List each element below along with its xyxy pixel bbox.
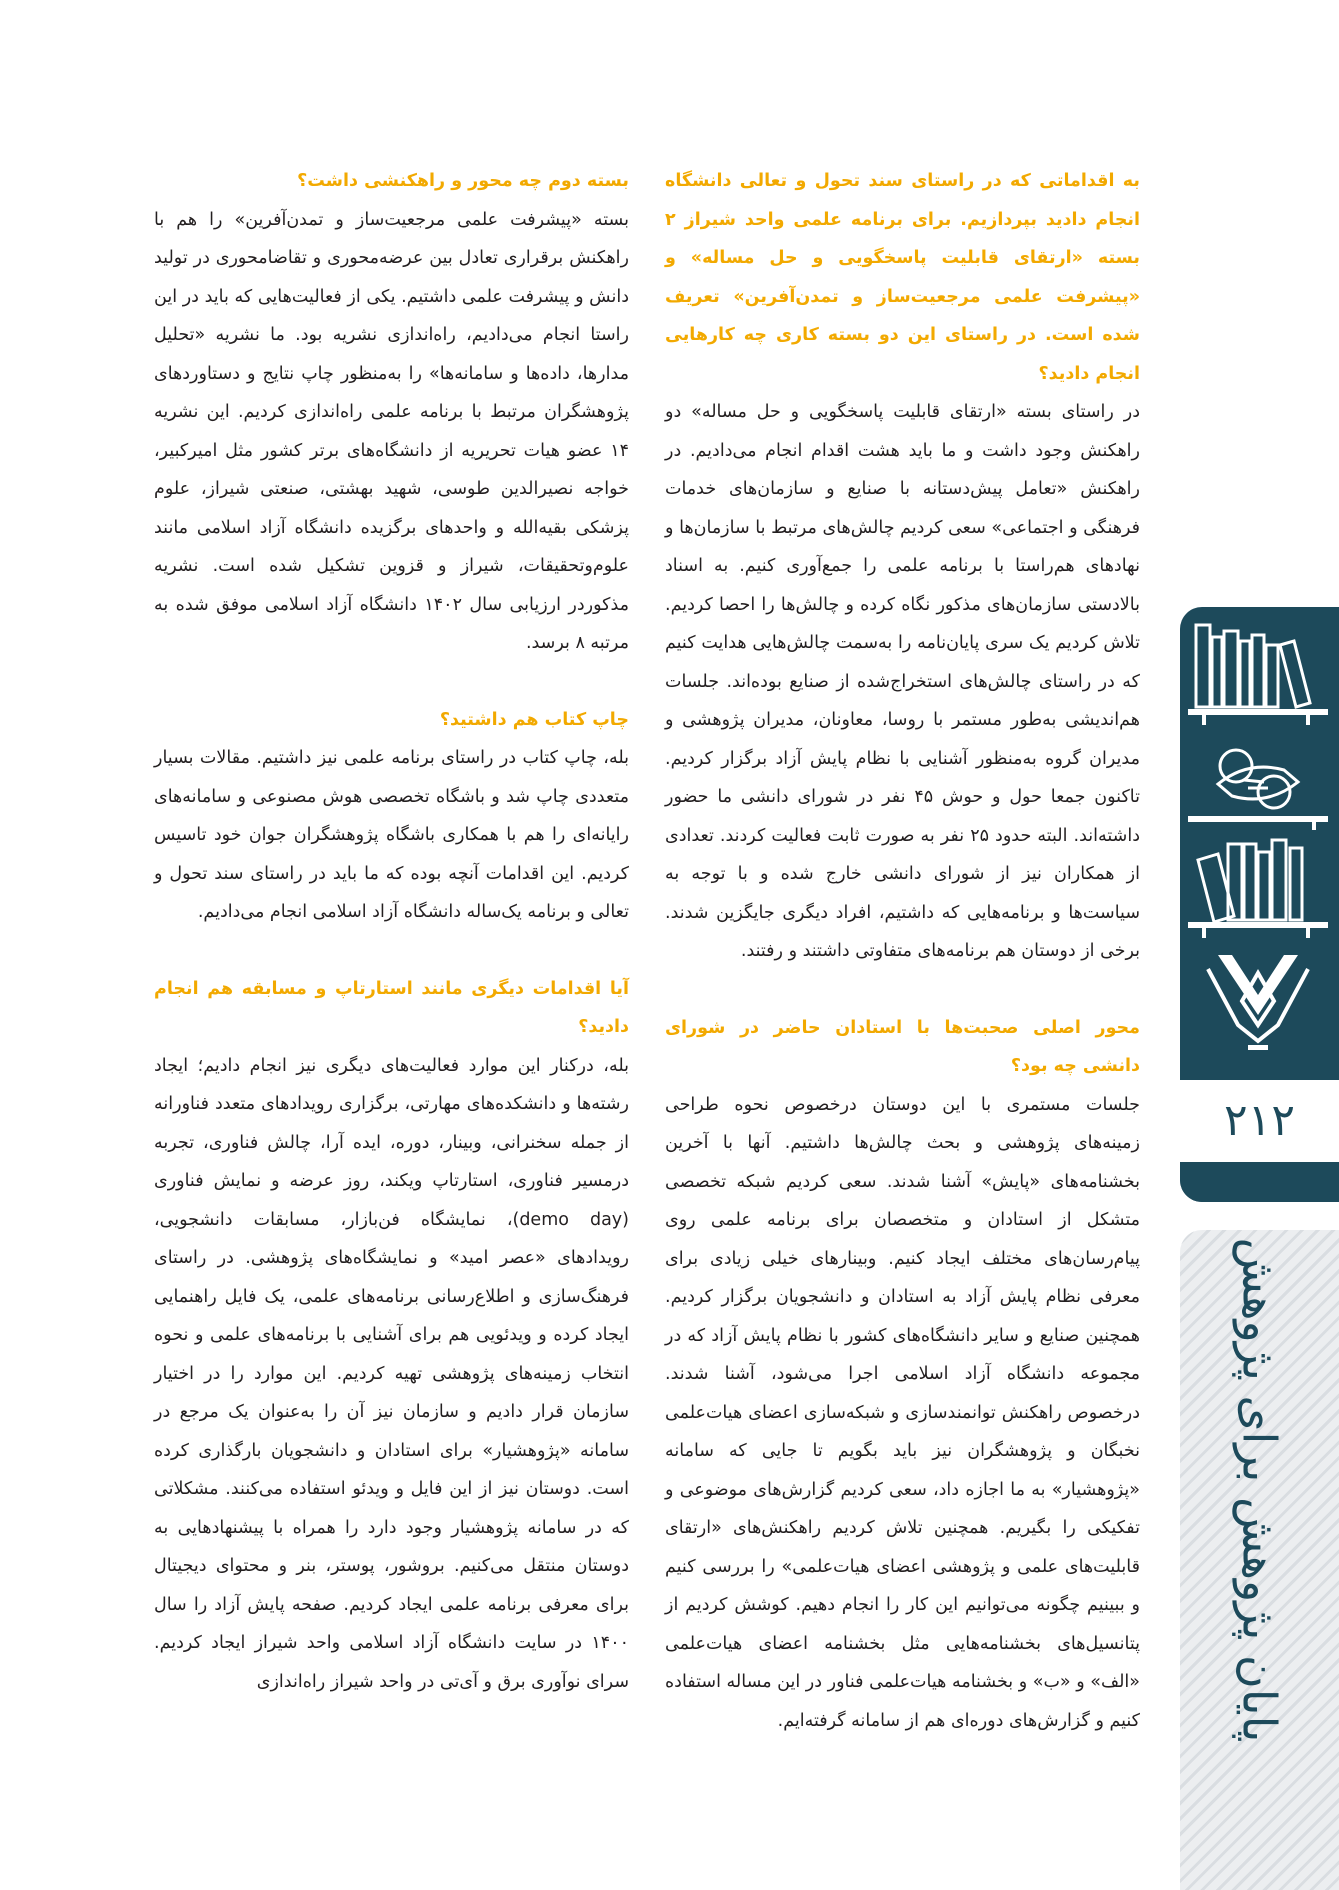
answer-paragraph: بسته «پیشرفت علمی مرجعیت‌ساز و تمدن‌آفرین» را هم با راهکنش برقراری تعادل بین عرضه‌محوری و تقاضامحوری در تولید دانش و پیشرفت علمی داشتیم. یکی از فعالیت‌هایی که باید در این راستا انجام می‌دادیم، راه‌اندازی نشریه بود. ما نشریه «تحلیل مدارها، داده‌ها و سامانه‌ها» را به‌منظور چاپ نتایج و دستاوردهای پژوهشگران مرتبط با برنامه علمی راه‌اندازی کردیم. این نشریه ۱۴ عضو هیات تحریریه از دانشگاه‌های برتر کشور مثل امیرکبیر، خواجه نصیرالدین طوسی، شهید بهشتی، صنعتی شیراز، علوم پزشکی بقیه‌الله و واحدهای برگزیده دانشگاه آزاد اسلامی مانند علوم‌وتحقیقات، شیراز و قزوین تشکیل شده است. نشریه مذکوردر ارزیابی سال ۱۴۰۲ دانشگاه آزاد اسلامی موفق شده به مرتبه ۸ برسد.: [154, 209, 630, 653]
answer-paragraph: بله، درکنار این موارد فعالیت‌های دیگری نیز انجام دادیم؛ ایجاد رشته‌ها و دانشکده‌های مهارتی، برگزاری رویدادهای متعدد فناورانه از جمله سخنرانی، وبینار، دوره، ایده آرا، چالش فناوری، تجربه درمسیر فناوری، استارتاپ ویکند، روز عرضه و نمایش فناوری (demo day)، نمایشگاه فن‌بازار، مسابقات دانشجویی، رویدادهای «عصر امید» و نمایشگاه‌های پژوهشی. در راستای فرهنگ‌سازی و اطلاع‌رسانی برنامه‌های علمی، یک فایل راهنمایی ایجاد کرده و ویدئویی هم برای آشنایی با برنامه‌های علمی و نحوه انتخاب زمینه‌های پژوهشی تهیه کردیم. این موارد را در اختیار سازمان قرار دادیم و سازمان نیز آن را به‌عنوان یک مرجع در سامانه «پژوهشیار» برای استادان و دانشجویان بارگذاری کرده است. دوستان نیز از این فایل و ویدئو استفاده می‌کنند. مشکلاتی که در سامانه پژوهشیار وجود دارد را همراه با پیشنهادهایی به دوستان منتقل می‌کنیم. بروشور، پوستر، بنر و محتوای دیجیتال برای معرفی برنامه علمی ایجاد کردیم. صفحه پایش آزاد را سال ۱۴۰۰ در سایت دانشگاه آزاد اسلامی واحد شیراز ایجاد کردیم. سرای نوآوری برق و آی‌تی در واحد شیراز راه‌اندازی: [154, 1055, 629, 1692]
sidebar-footer: [1180, 1170, 1339, 1202]
answer-paragraph: جلسات مستمری با این دوستان درخصوص نحوه طراحی زمینه‌های پژوهشی و بحث چالش‌ها داشتیم. آنها با آخرین بخشنامه‌های «پایش» آشنا شدند. سعی کردیم شبکه تخصصی متشکل از استادان و متخصصان برای برنامه علمی روی پیام‌رسان‌های مختلف ایجاد کنیم. وبینارهای خیلی زیادی برای معرفی نظام پایش آزاد به استادان و دانشجویان برگزار کردیم. همچنین صنایع و سایر دانشگاه‌های کشور با نظام پایش آزاد که در مجموعه دانشگاه آزاد اسلامی اجرا می‌شود، آشنا شدند. درخصوص راهکنش توانمندسازی و شبکه‌سازی اعضای هیات‌علمی نخبگان و پژوهشگران نیز باید بگویم تا جایی که سامانه «پژوهشیار» به ما اجازه داد، سعی کردیم گزارش‌های موضوعی و تفکیکی را بگیریم. همچنین تلاش کردیم راهکنش‌های «ارتقای قابلیت‌های علمی و پژوهشی اعضای هیات‌علمی» را بررسی کنیم و ببینیم چگونه می‌توانیم این کار را انجام دهیم. کوشش کردیم از پتانسیل‌های بخشنامه‌هایی مثل بخشنامه اعضای هیات‌علمی «الف» و «ب» و بخشنامه هیات‌علمی فناور در این مساله استفاده کنیم و گزارش‌های دوره‌ای هم از سامانه گرفته‌ایم.: [665, 1094, 1140, 1731]
question-heading: به اقداماتی که در راستای سند تحول و تعالی دانشگاه انجام دادید بپردازیم. برای برنامه علمی واحد شیراز ۲ بسته «ارتقای قابلیت پاسخگویی و حل مساله» و «پیشرفت علمی مرجعیت‌ساز و تمدن‌آفرین» تعریف شده است. در راستای این دو بسته کاری چه کارهایی انجام دادید؟: [665, 171, 1140, 384]
article-column-left: [154, 162, 629, 1701]
question-heading: بسته دوم چه محور و راهکنشی داشت؟: [297, 171, 629, 191]
question-heading: آیا اقدامات دیگری مانند استارتاپ و مسابقه هم انجام دادید؟: [154, 978, 629, 1037]
question-heading: محور اصلی صحبت‌ها با استادان حاضر در شورای دانشی چه بود؟: [665, 1017, 1140, 1076]
university-logo-icon: [1188, 945, 1328, 1060]
handshake-icon: [1188, 730, 1328, 830]
answer-paragraph: بله، چاپ کتاب در راستای برنامه علمی نیز داشتیم. مقالات بسیار متعددی چاپ شد و باشگاه تخصصی هوش مصنوعی و سامانه‌های رایانه‌ای را هم با همکاری باشگاه پژوهشگران جوان خود تاسیس کردیم. این اقدامات آنچه بوده که ما باید در راستای سند تحول و تعالی و برنامه یک‌ساله دانشگاه آزاد اسلامی انجام می‌دادیم.: [154, 748, 629, 922]
page-number: ۲۱۲: [1180, 1080, 1339, 1162]
books-icon: [1188, 830, 1328, 940]
running-title: پایان پژوهش برای پژوهش: [1232, 1237, 1287, 1743]
bookshelf-icon: [1188, 615, 1328, 730]
question-heading: چاپ کتاب هم داشتید؟: [439, 709, 629, 730]
article-column-right: [665, 162, 1140, 1740]
answer-paragraph: در راستای بسته «ارتقای قابلیت پاسخگویی و حل مساله» دو راهکنش وجود داشت و ما باید هشت اقدام انجام می‌دادیم. در راهکنش «تعامل پیش‌دستانه با صنایع و سازمان‌های خدمات فرهنگی و اجتماعی» سعی کردیم چالش‌های مرتبط با سازمان‌ها و نهادهای هم‌راستا با برنامه علمی را جمع‌آوری کنیم. به اسناد بالادستی سازمان‌های مذکور نگاه کرده و چالش‌ها را احصا کردیم. تلاش کردیم یک سری پایان‌نامه را به‌سمت چالش‌هایی هدایت کنیم که در راستای چالش‌های استخراج‌شده از صنایع بوده‌اند. جلسات هم‌اندیشی به‌طور مستمر با روسا، معاونان، مدیران پژوهشی و مدیران گروه به‌منظور آشنایی با نظام پایش آزاد برگزار کردیم. تاکنون جمعا حول و حوش ۴۵ نفر در شورای دانشی ما حضور داشته‌اند. البته حدود ۲۵ نفر به صورت ثابت فعالیت کردند. تعدادی از همکاران نیز از شورای دانشی خارج شده و با توجه به سیاست‌ها و برنامه‌هایی که داشتیم، افراد دیگری جایگزین شدند. برخی از دوستان هم برنامه‌های متفاوتی داشتند و رفتند.: [665, 402, 1140, 961]
running-title-container: [1180, 1230, 1339, 1750]
